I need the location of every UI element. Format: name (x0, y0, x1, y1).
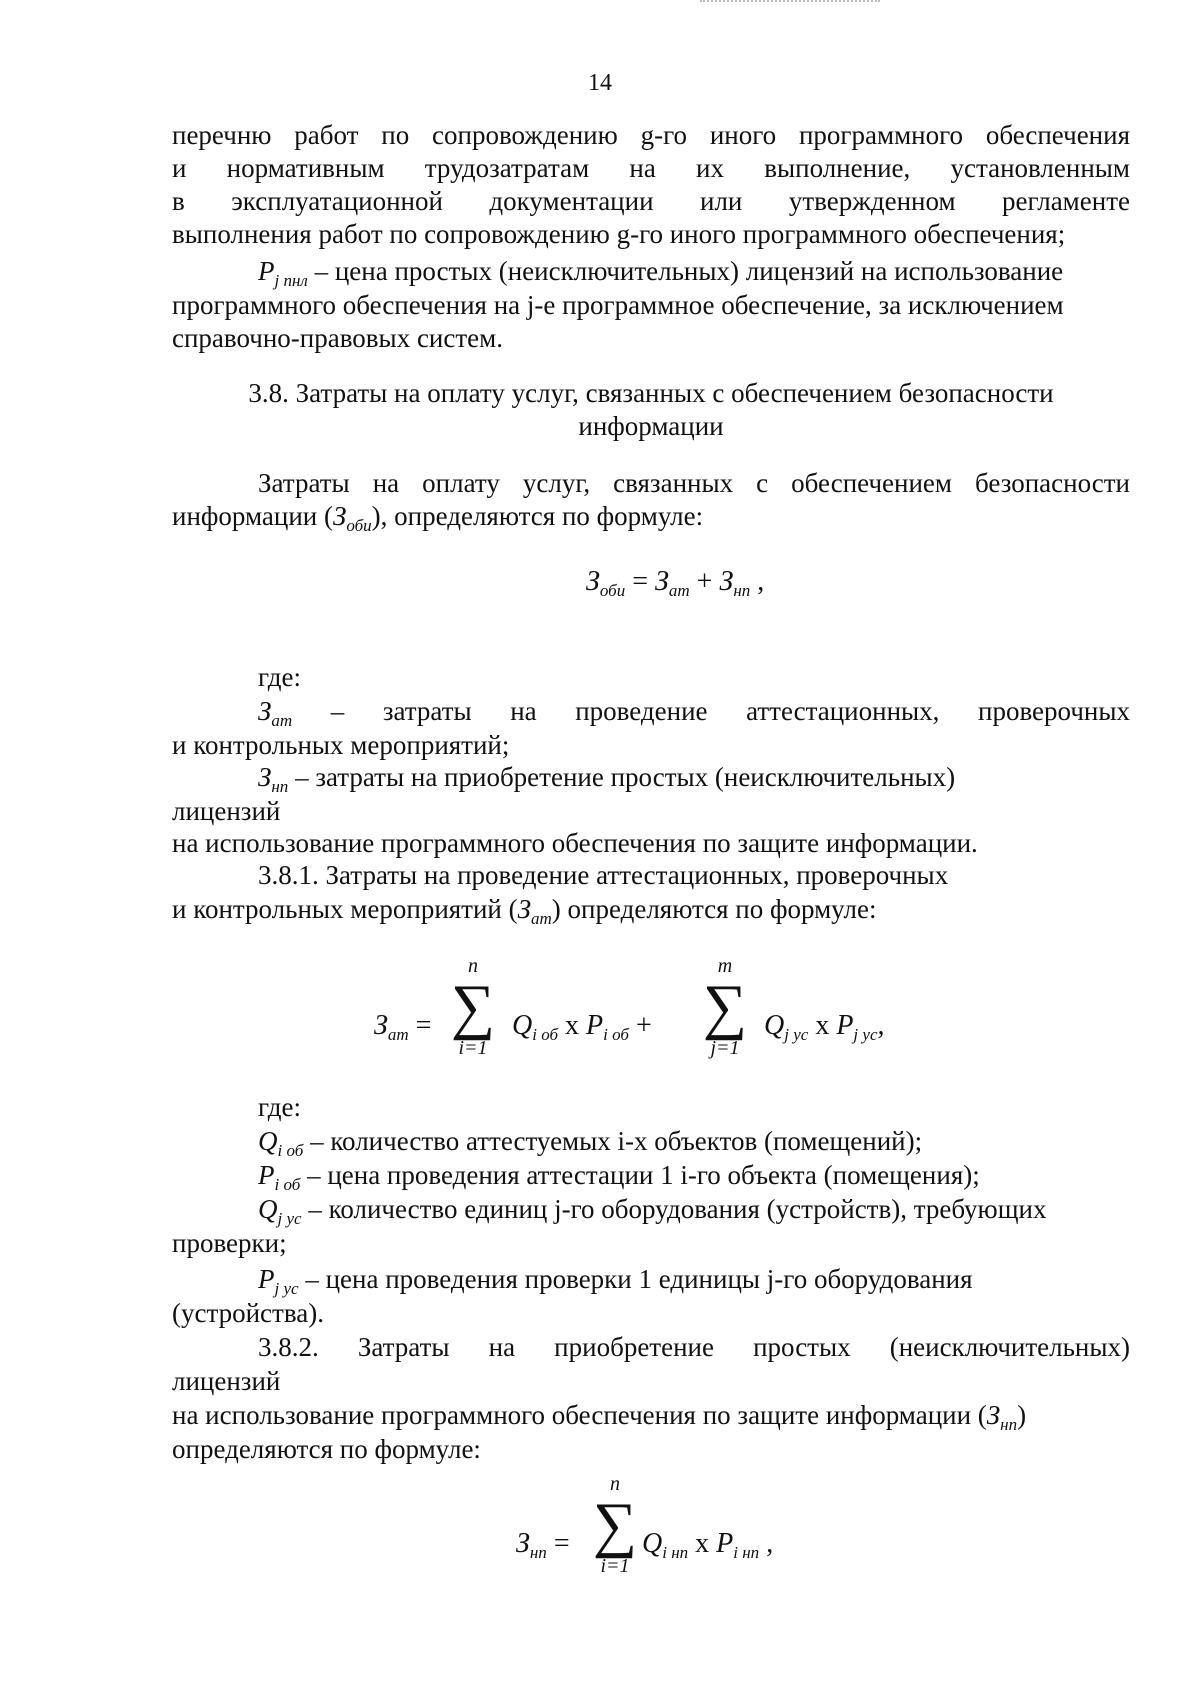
formula-operator: + (628, 1010, 652, 1041)
formula-subscript: j ус (784, 1025, 809, 1044)
formula-symbol: Q (512, 1010, 533, 1041)
formula-subscript: j ус (853, 1025, 878, 1044)
where-label: где: (258, 1092, 301, 1122)
definition-text: – затраты на приобретение простых (неисключительных) (288, 762, 956, 792)
where-label: где: (258, 662, 301, 692)
sum-lower-limit: i=1 (458, 1037, 488, 1059)
formula-operator: x (558, 1010, 587, 1041)
symbol-subscript: j ус (274, 1279, 299, 1298)
subsection-3-8-2: 3.8.2. Затраты на приобретение простых (неисключительных) (258, 1332, 1130, 1362)
text: на использование программного обеспечения по защите информации ( (172, 1400, 987, 1430)
symbol-subscript: нп (1000, 1415, 1018, 1434)
formula-operator: = (625, 566, 655, 597)
definition-pjpnl (258, 254, 1130, 288)
symbol-subscript: оби (346, 516, 372, 535)
formula-subscript: оби (599, 581, 626, 600)
paragraph-line: проверки; (172, 1228, 287, 1258)
formula-symbol: Q (642, 1528, 663, 1559)
formula-subscript: ат (387, 1025, 409, 1044)
formula-punctuation: , (877, 1010, 885, 1041)
formula-subscript: ат (668, 581, 690, 600)
paragraph-line: на использование программного обеспечения по защите информации. (172, 828, 978, 858)
formula-znp-term (642, 1528, 773, 1560)
formula-operator: = (408, 1010, 432, 1041)
symbol: З (258, 696, 272, 726)
paragraph-line: в эксплуатационной документации или утвержденном регламенте (172, 186, 1130, 216)
formula-symbol: З (516, 1528, 530, 1559)
definition-text: – количество аттестуемых i-х объектов (помещений); (303, 1126, 923, 1156)
paragraph-line (172, 499, 1130, 533)
formula-subscript: нп (529, 1543, 547, 1562)
sum-symbol-3 (590, 1474, 640, 1576)
definition-znp (258, 760, 1130, 794)
paragraph-line: лицензий (172, 796, 281, 826)
formula-operator: = (546, 1528, 570, 1559)
definition-piob (258, 1158, 1130, 1192)
formula-punctuation: , (759, 1528, 774, 1559)
formula-subscript: i об (532, 1025, 559, 1044)
symbol: P (258, 256, 275, 286)
text: ) определяются по формуле: (551, 894, 877, 924)
symbol-subscript: i об (277, 1141, 304, 1160)
definition-text: – цена простых (неисключительных) лицензий на использование (307, 256, 1064, 286)
sum-upper-limit: n (610, 1473, 620, 1495)
paragraph-line: выполнения работ по сопровождению g-го иного программного обеспечения; (172, 219, 1066, 249)
text: ), определяются по формуле: (371, 501, 704, 531)
definition-pjus (258, 1262, 1130, 1296)
definition-qjus (258, 1192, 1130, 1226)
definition-qiob (258, 1124, 1130, 1158)
text: информации ( (172, 501, 333, 531)
sum-symbol-1 (448, 956, 498, 1058)
paragraph-line: и нормативным трудозатратам на их выполнение, установленным (172, 153, 1130, 183)
formula-punctuation: , (750, 566, 765, 597)
paragraph-line: и контрольных мероприятий; (172, 730, 510, 760)
formula-subscript: нп (733, 581, 751, 600)
formula-symbol: P (716, 1528, 734, 1559)
symbol: P (258, 1264, 275, 1294)
symbol: З (986, 1400, 1001, 1430)
formula-operator: x (688, 1528, 717, 1559)
definition-text: – цена проведения проверки 1 единицы j-го оборудования (298, 1264, 973, 1294)
formula-subscript: i нп (662, 1543, 689, 1562)
text: и контрольных мероприятий ( (172, 894, 518, 924)
sum-symbol-2 (700, 956, 750, 1058)
sigma-glyph: ∑ (702, 973, 748, 1041)
sum-lower-limit: j=1 (710, 1037, 740, 1059)
symbol-subscript: нп (271, 777, 289, 796)
formula-symbol: P (836, 1010, 854, 1041)
paragraph-line: определяются по формуле: (172, 1434, 481, 1464)
sum-upper-limit: n (468, 955, 478, 977)
paragraph-line: (устройства). (172, 1298, 324, 1328)
formula-znp-lhs (516, 1528, 570, 1560)
formula-symbol: P (586, 1010, 604, 1041)
symbol: З (258, 762, 272, 792)
sum-lower-limit: i=1 (600, 1555, 630, 1577)
paragraph-line: программного обеспечения на j-е программное обеспечение, за исключением (172, 290, 1064, 320)
paragraph-line: лицензий (172, 1366, 281, 1396)
definition-text: – цена проведения аттестации 1 i-го объекта (помещения); (300, 1160, 980, 1190)
formula-zobi (586, 566, 764, 598)
definition-text: – количество единиц j-го оборудования (устройств), требующих (301, 1194, 1047, 1224)
sum-upper-limit: m (717, 955, 733, 977)
paragraph-line: справочно-правовых систем. (172, 323, 503, 353)
subsection-3-8-1: 3.8.1. Затраты на проведение аттестационных, проверочных (258, 860, 949, 890)
definition-zat (258, 694, 1130, 728)
formula-symbol: З (655, 566, 669, 597)
formula-symbol: Q (764, 1010, 785, 1041)
formula-zat-lhs (374, 1010, 431, 1042)
text: ) (1017, 1400, 1027, 1430)
formula-operator: + (689, 566, 720, 597)
scan-artifact (700, 0, 880, 6)
paragraph-line (172, 892, 1130, 926)
symbol-subscript: i об (274, 1175, 301, 1194)
symbol: P (258, 1160, 275, 1190)
paragraph-line (172, 1398, 1130, 1432)
paragraph-line: перечню работ по сопровождению g-го иного программного обеспечения (172, 120, 1130, 150)
section-heading: информации (578, 411, 724, 441)
symbol-subscript: ат (271, 711, 293, 730)
formula-subscript: i нп (733, 1543, 760, 1562)
page-number: 14 (588, 70, 612, 96)
symbol: Q (258, 1194, 278, 1224)
section-heading: 3.8. Затраты на оплату услуг, связанных с обеспечением безопасности (248, 378, 1054, 408)
symbol-subscript: j ус (277, 1209, 302, 1228)
symbol-subscript: j пнл (274, 271, 308, 290)
symbol: З (332, 501, 347, 531)
formula-subscript: i об (603, 1025, 629, 1044)
symbol: З (517, 894, 531, 924)
paragraph-line: Затраты на оплату услуг, связанных с обеспечением безопасности (258, 468, 1130, 498)
sigma-glyph: ∑ (592, 1491, 638, 1559)
formula-zat-term2 (764, 1010, 885, 1042)
symbol-subscript: ат (531, 909, 552, 928)
formula-symbol: З (374, 1010, 388, 1041)
formula-symbol: З (586, 566, 600, 597)
symbol: Q (258, 1126, 278, 1156)
definition-text: – затраты на проведение аттестационных, проверочных (292, 696, 1130, 726)
formula-operator: x (808, 1010, 837, 1041)
formula-symbol: З (719, 566, 734, 597)
sigma-glyph: ∑ (450, 973, 496, 1041)
formula-zat-term1 (512, 1010, 652, 1042)
